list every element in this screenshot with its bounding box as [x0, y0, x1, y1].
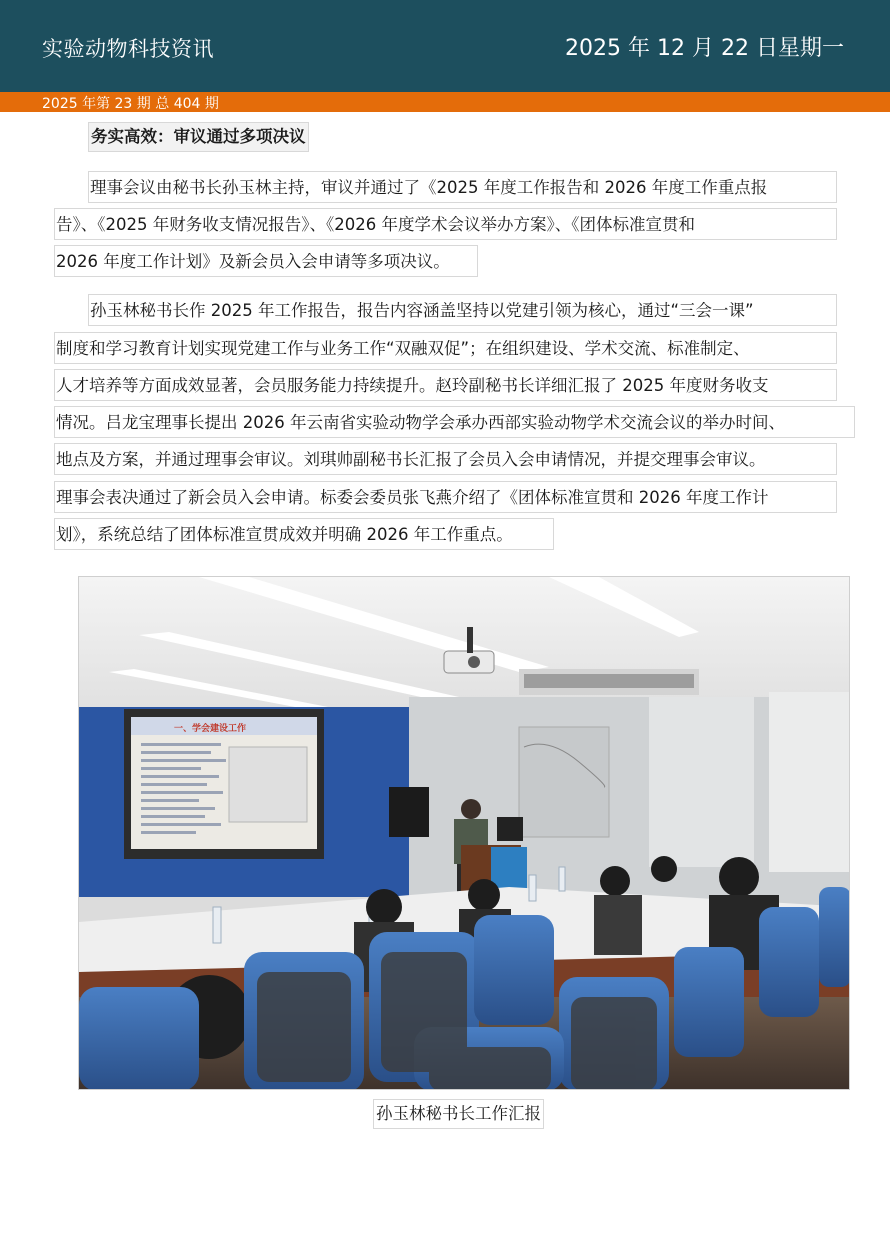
paragraph2-line: 地点及方案，并通过理事会审议。刘琪帅副秘书长汇报了会员入会申请情况，并提交理事会审议。	[54, 443, 837, 475]
publication-title: 实验动物科技资讯	[42, 37, 214, 61]
paragraph1-line: 2026 年度工作计划》及新会员入会申请等多项决议。	[54, 245, 478, 277]
paragraph2-line: 情况。吕龙宝理事长提出 2026 年云南省实验动物学会承办西部实验动物学术交流会议的举办时间、	[54, 406, 855, 438]
photo-caption: 孙玉林秘书长工作汇报	[373, 1099, 544, 1129]
section-heading: 务实高效：审议通过多项决议	[88, 122, 309, 152]
paragraph2-line: 孙玉林秘书长作 2025 年工作报告，报告内容涵盖坚持以党建引领为核心，通过“三会一课”	[88, 294, 837, 326]
meeting-photo	[78, 576, 850, 1090]
issue-number: 2025 年第 23 期 总 404 期	[42, 96, 219, 112]
page-header	[0, 0, 890, 92]
paragraph1-line: 理事会议由秘书长孙玉林主持，审议并通过了《2025 年度工作报告和 2026 年度工作重点报	[88, 171, 837, 203]
paragraph2-line: 制度和学习教育计划实现党建工作与业务工作“双融双促”；在组织建设、学术交流、标准制定、	[54, 332, 837, 364]
slide-heading: 一、学会建设工作	[174, 724, 247, 734]
paragraph1-line: 告》、《2025 年财务收支情况报告》、《2026 年度学术会议举办方案》、《团体标准宣贯和	[54, 208, 837, 240]
meeting-photo-illustration	[79, 577, 850, 1090]
publication-date: 2025 年 12 月 22 日星期一	[565, 36, 844, 61]
paragraph2-line: 理事会表决通过了新会员入会申请。标委会委员张飞燕介绍了《团体标准宣贯和 2026 年度工作计	[54, 481, 837, 513]
paragraph2-line: 人才培养等方面成效显著，会员服务能力持续提升。赵玲副秘书长详细汇报了 2025 年度财务收支	[54, 369, 837, 401]
issue-bar	[0, 92, 890, 112]
paragraph2-line: 划》，系统总结了团体标准宣贯成效并明确 2026 年工作重点。	[54, 518, 554, 550]
